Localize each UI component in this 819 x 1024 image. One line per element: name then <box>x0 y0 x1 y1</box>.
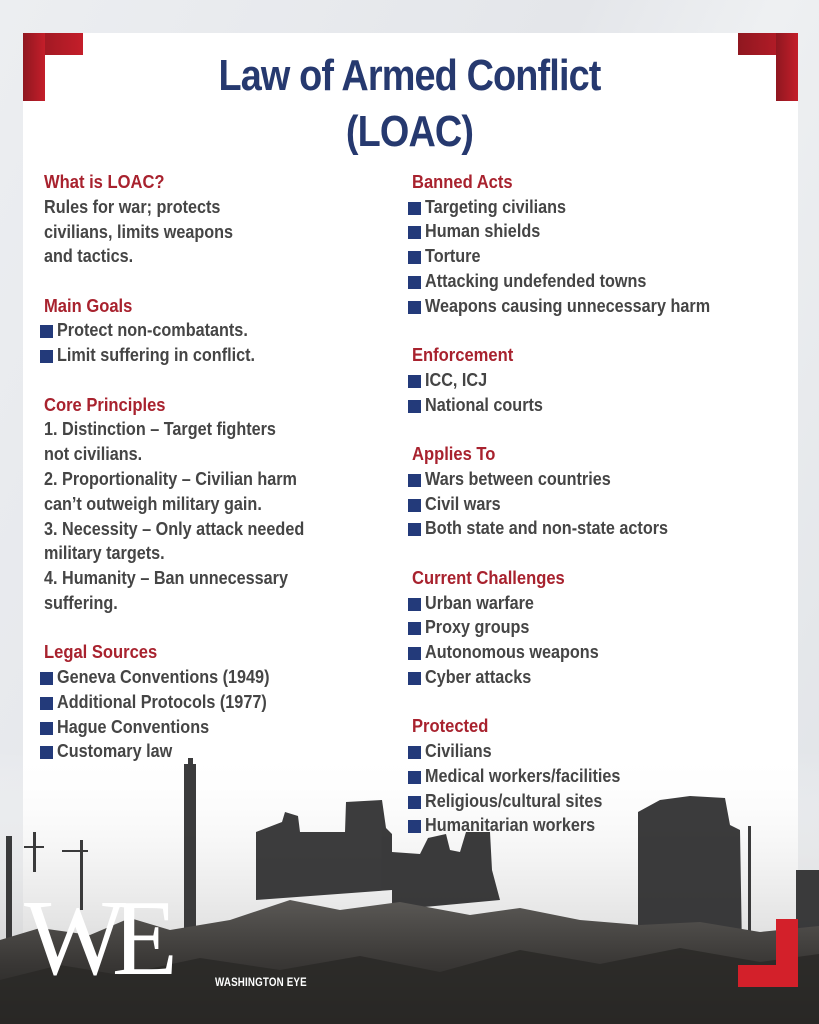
list-item: Cyber attacks <box>408 665 768 690</box>
bullet-square-icon <box>408 820 421 833</box>
section-heading: Current Challenges <box>412 567 565 588</box>
section-current-challenges <box>408 566 768 690</box>
list-item: Additional Protocols (1977) <box>40 690 400 715</box>
list-item: ICC, ICJ <box>408 368 768 393</box>
list-item: Customary law <box>40 739 400 764</box>
bullet-square-icon <box>408 647 421 660</box>
section-heading: Main Goals <box>44 295 133 316</box>
bullet-square-icon <box>408 746 421 759</box>
list-item: Urban warfare <box>408 591 768 616</box>
section-heading: Enforcement <box>412 345 514 366</box>
corner-bracket-bottom-right <box>738 919 798 987</box>
list-item: Autonomous weapons <box>408 640 768 665</box>
bullet-square-icon <box>408 622 421 635</box>
section-heading: Banned Acts <box>412 172 513 192</box>
bullet-square-icon <box>408 771 421 784</box>
list-item: Human shields <box>408 220 768 245</box>
list-item: Both state and non-state actors <box>408 517 768 542</box>
list-item: Weapons causing unnecessary harm <box>408 294 768 319</box>
bullet-square-icon <box>40 746 53 759</box>
bullet-square-icon <box>408 523 421 536</box>
section-legal-sources <box>40 640 400 764</box>
section-protected <box>408 714 768 838</box>
bullet-square-icon <box>408 202 421 215</box>
bullet-square-icon <box>40 325 53 338</box>
bullet-square-icon <box>40 722 53 735</box>
section-enforcement <box>408 343 768 417</box>
list-item: Wars between countries <box>408 467 768 492</box>
section-text: Rules for war; protects civilians, limits weapons and tactics. <box>44 196 234 267</box>
list-item: Limit suffering in conflict. <box>40 343 400 368</box>
bullet-square-icon <box>408 499 421 512</box>
list-item: Civilians <box>408 739 768 764</box>
list-item: Humanitarian workers <box>408 814 768 839</box>
section-heading: Core Principles <box>44 394 166 415</box>
section-heading: Protected <box>412 716 489 737</box>
section-banned-acts <box>408 170 768 319</box>
bullet-square-icon <box>408 301 421 314</box>
brand-logo: WE <box>24 879 164 998</box>
list-item: Attacking undefended towns <box>408 269 768 294</box>
section-text: 1. Distinction – Target fighters not civilians. 2. Proportionality – Civilian harm can’t outweigh military gain. 3. Necessity – Only attack needed military targets. 4. Humanity – Ban unnecessary suffering. <box>44 419 305 613</box>
bullet-square-icon <box>40 350 53 363</box>
list-item: Torture <box>408 244 768 269</box>
section-core-principles <box>40 393 400 616</box>
left-column <box>40 170 400 789</box>
list-item: Hague Conventions <box>40 715 400 740</box>
bullet-square-icon <box>408 276 421 289</box>
page-subtitle: (LOAC) <box>345 107 474 156</box>
bullet-square-icon <box>408 375 421 388</box>
bullet-square-icon <box>408 474 421 487</box>
bullet-square-icon <box>40 697 53 710</box>
section-heading: What is LOAC? <box>44 172 165 192</box>
list-item: Proxy groups <box>408 615 768 640</box>
right-column <box>408 170 768 863</box>
list-item: Civil wars <box>408 492 768 517</box>
section-what-is-loac <box>40 170 400 269</box>
bullet-square-icon <box>40 672 53 685</box>
list-item: Protect non-combatants. <box>40 318 400 343</box>
list-item: National courts <box>408 393 768 418</box>
bullet-square-icon <box>408 598 421 611</box>
list-item: Medical workers/facilities <box>408 764 768 789</box>
brand-name: WASHINGTON EYE <box>215 977 307 989</box>
bullet-square-icon <box>408 226 421 239</box>
list-item: Religious/cultural sites <box>408 789 768 814</box>
bullet-square-icon <box>408 400 421 413</box>
bullet-square-icon <box>408 796 421 809</box>
list-item: Targeting civilians <box>408 195 768 220</box>
list-item: Geneva Conventions (1949) <box>40 665 400 690</box>
page-title: Law of Armed Conflict <box>218 51 601 100</box>
section-main-goals <box>40 294 400 368</box>
bullet-square-icon <box>408 251 421 264</box>
section-applies-to <box>408 442 768 541</box>
section-heading: Applies To <box>412 444 496 465</box>
bullet-square-icon <box>408 672 421 685</box>
section-heading: Legal Sources <box>44 642 158 663</box>
